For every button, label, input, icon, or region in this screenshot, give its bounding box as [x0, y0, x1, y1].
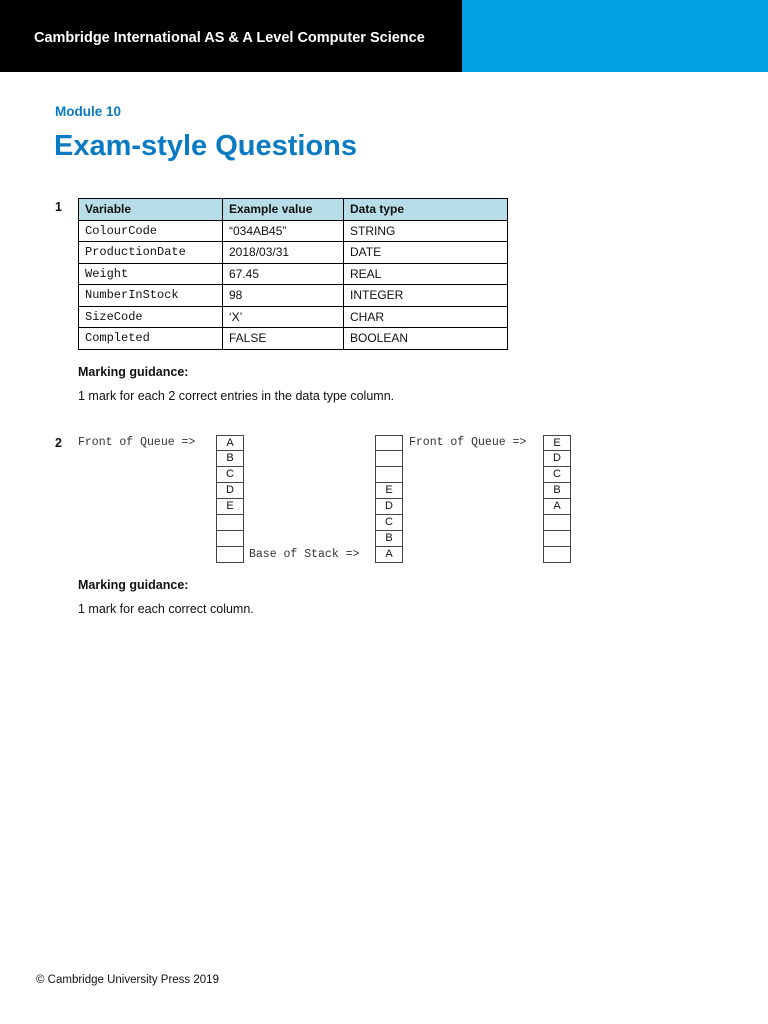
table-row [79, 242, 508, 264]
variable-cell: NumberInStock [79, 285, 223, 307]
data-type-cell: STRING [344, 220, 508, 242]
queue-cell [543, 531, 571, 547]
table-row [79, 306, 508, 328]
variable-cell: Weight [79, 263, 223, 285]
queue-cell: B [216, 451, 244, 467]
marking-guidance-heading: Marking guidance: [78, 365, 189, 379]
stack-cell [375, 451, 403, 467]
table-row [79, 263, 508, 285]
data-type-cell: CHAR [344, 306, 508, 328]
data-type-cell: DATE [344, 242, 508, 264]
column-header: Example value [223, 199, 344, 221]
variable-cell: ProductionDate [79, 242, 223, 264]
queue-cell: E [543, 435, 571, 451]
stack-cell: B [375, 531, 403, 547]
page-title: Exam-style Questions [54, 130, 357, 162]
example-value-cell: FALSE [223, 328, 344, 350]
queue-cell [543, 515, 571, 531]
stack-cell: A [375, 547, 403, 563]
data-type-cell: REAL [344, 263, 508, 285]
stack-cell: C [375, 515, 403, 531]
queue-cell [216, 531, 244, 547]
stack-cell: E [375, 483, 403, 499]
queue-cell: E [216, 499, 244, 515]
queue-before [216, 435, 244, 563]
queue-cell [543, 547, 571, 563]
header-accent [462, 0, 768, 72]
queue-cell: C [216, 467, 244, 483]
front-of-queue-label: Front of Queue => [78, 436, 196, 449]
example-value-cell: “034AB45” [223, 220, 344, 242]
column-header: Variable [79, 199, 223, 221]
queue-after [543, 435, 571, 563]
variable-cell: ColourCode [79, 220, 223, 242]
queue-cell [216, 547, 244, 563]
queue-cell: A [543, 499, 571, 515]
queue-cell: C [543, 467, 571, 483]
example-value-cell: ‘X’ [223, 306, 344, 328]
front-of-queue-label: Front of Queue => [409, 436, 527, 449]
marking-guidance-text: 1 mark for each correct column. [78, 602, 254, 616]
variable-cell: SizeCode [79, 306, 223, 328]
marking-guidance-text: 1 mark for each 2 correct entries in the data type column. [78, 389, 395, 403]
queue-cell: A [216, 435, 244, 451]
table-row [79, 285, 508, 307]
example-value-cell: 2018/03/31 [223, 242, 344, 264]
variable-cell: Completed [79, 328, 223, 350]
example-value-cell: 67.45 [223, 263, 344, 285]
data-types-table [78, 198, 508, 350]
question-1-number: 1 [55, 200, 62, 214]
stack-cell [375, 435, 403, 451]
table-header-row [79, 199, 508, 221]
question-2-number: 2 [55, 436, 62, 450]
queue-cell: D [543, 451, 571, 467]
marking-guidance-heading: Marking guidance: [78, 578, 189, 592]
data-type-cell: BOOLEAN [344, 328, 508, 350]
queue-cell [216, 515, 244, 531]
example-value-cell: 98 [223, 285, 344, 307]
header-title: Cambridge International AS & A Level Computer Science [34, 30, 425, 46]
table-row [79, 220, 508, 242]
copyright-footer: © Cambridge University Press 2019 [36, 974, 219, 986]
module-label: Module 10 [55, 104, 122, 119]
stack-cell: D [375, 499, 403, 515]
data-type-cell: INTEGER [344, 285, 508, 307]
base-of-stack-label: Base of Stack => [249, 548, 360, 561]
table-row [79, 328, 508, 350]
column-header: Data type [344, 199, 508, 221]
stack-cell [375, 467, 403, 483]
stack [375, 435, 403, 563]
queue-cell: B [543, 483, 571, 499]
queue-cell: D [216, 483, 244, 499]
